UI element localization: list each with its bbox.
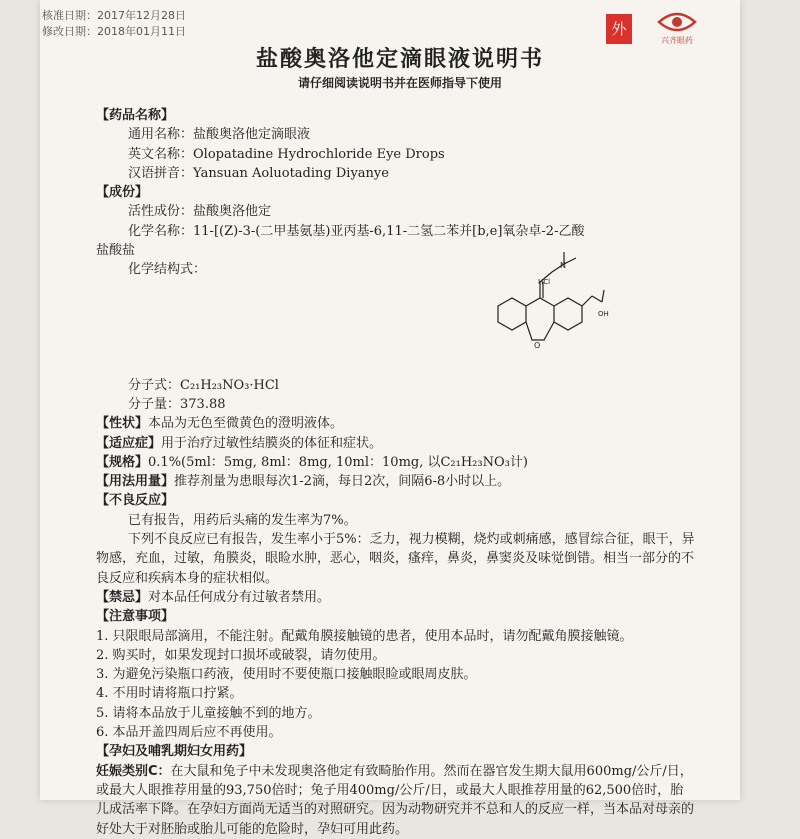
dosage-heading: 【用法用量】 — [96, 474, 175, 490]
active-label: 活性成份： — [128, 204, 194, 220]
properties-heading: 【性状】 — [96, 416, 149, 432]
contraindications-text: 对本品任何成分有过敏者禁用。 — [148, 589, 331, 605]
chem-value-continued: 盐酸盐 — [96, 243, 136, 259]
adverse-paragraph-2: 下列不良反应已有报告，发生率小于5%：乏力，视力模糊，烧灼或刺痛感，感冒综合征，眼干，异物感，充血，过敏，角膜炎，眼睑水肿，恶心，咽炎，瘙痒，鼻炎，鼻窦炎及味觉倒错。相当一部分的不良反应和疾病本身的症状相似。 — [96, 532, 695, 586]
english-name-row — [96, 145, 696, 164]
pinyin-value: Yansuan Aoluotading Diyanye — [193, 165, 389, 181]
pregnancy-paragraph — [96, 762, 696, 839]
revision-date: 修改日期：2018年01月11日 — [42, 25, 186, 38]
drug-name-heading: 【药品名称】 — [96, 108, 175, 123]
adverse-heading: 【不良反应】 — [96, 493, 175, 509]
chem-value-1: 11-[(Z)-3-(二甲基氨基)亚丙基-6,11-二氢二苯并[b,e]氧杂卓-2-乙酸 — [193, 223, 585, 239]
dosage-row — [96, 472, 696, 491]
active-ingredient-row — [96, 202, 696, 221]
eye-logo-icon — [657, 10, 697, 34]
precaution-item: 3. 为避免污染瓶口药液，使用时不要使瓶口接触眼睑或眼周皮肤。 — [96, 667, 477, 683]
properties-row — [96, 414, 696, 433]
english-name-label: 英文名称： — [128, 146, 194, 162]
precaution-item: 1. 只限眼局部滴用，不能注射。配戴角膜接触镜的患者，使用本品时，请勿配戴角膜接触镜。 — [96, 628, 633, 644]
generic-name-row — [96, 125, 696, 144]
precautions-heading: 【注意事项】 — [96, 609, 175, 625]
precaution-item: 2. 购买时，如果发现封口损坏或破裂，请勿使用。 — [96, 647, 386, 663]
pregnancy-category: 妊娠类别C： — [96, 763, 171, 779]
svg-text:N: N — [560, 261, 566, 270]
english-name-value: Olopatadine Hydrochloride Eye Drops — [193, 146, 445, 162]
active-value: 盐酸奥洛他定 — [193, 204, 272, 220]
contraindications-heading: 【禁忌】 — [96, 589, 149, 605]
weight-value: 373.88 — [180, 396, 226, 412]
generic-name-value: 盐酸奥洛他定滴眼液 — [193, 127, 311, 143]
structure-label: 化学结构式： — [128, 262, 207, 278]
generic-name-label: 通用名称： — [128, 127, 194, 143]
date-block — [42, 8, 186, 40]
chemical-name-row — [96, 222, 696, 241]
chemical-structure-icon — [480, 248, 620, 368]
formula-value: C₂₁H₂₃NO₃·HCl — [180, 377, 279, 393]
svg-text:O: O — [534, 341, 541, 350]
structure-oh-label: OH — [598, 310, 609, 318]
weight-label: 分子量： — [128, 396, 181, 412]
brand-name: 兴齐眼药 — [661, 36, 693, 45]
leaflet-content — [96, 106, 696, 839]
properties-text: 本品为无色至微黄色的澄明液体。 — [148, 416, 344, 432]
pregnancy-text: 在大鼠和兔子中未发现奥洛他定有致畸胎作用。然而在器官发生期大鼠用600mg/公斤/日，或最大人眼推荐用量的93,750倍时；兔子用400mg/公斤/日，或最大人眼推荐用量的62,500倍时，胎儿成活率下降。在孕妇方面尚无适当的对照研究。因为动物研究并不总和人的反应一样，当本品对母亲的好处大于对胚胎或胎儿可能的危险时，孕妇可用此药。 — [96, 763, 695, 837]
precaution-item: 6. 本品开盖四周后应不再使用。 — [96, 725, 282, 741]
pregnancy-heading: 【孕妇及哺乳期妇女用药】 — [96, 744, 253, 760]
approval-date: 核准日期：2017年12月28日 — [42, 9, 186, 22]
chem-label: 化学名称： — [128, 223, 194, 239]
dosage-text: 推荐剂量为患眼每次1-2滴，每日2次，间隔6-8小时以上。 — [174, 474, 511, 490]
indications-row — [96, 434, 696, 453]
specification-heading: 【规格】 — [96, 454, 149, 470]
contraindications-row — [96, 588, 696, 607]
page-title: 盐酸奥洛他定滴眼液说明书 — [255, 47, 544, 72]
otc-badge: 外 — [606, 14, 632, 44]
page-subtitle: 请仔细阅读说明书并在医师指导下使用 — [297, 76, 502, 90]
adverse-paragraph-1: 已有报告，用药后头痛的发生率为7%。 — [128, 512, 357, 528]
indications-heading: 【适应症】 — [96, 435, 162, 451]
indications-text: 用于治疗过敏性结膜炎的体征和症状。 — [161, 435, 383, 451]
precaution-item: 5. 请将本品放于儿童接触不到的地方。 — [96, 705, 321, 721]
composition-heading: 【成份】 — [96, 185, 149, 201]
pinyin-label: 汉语拼音： — [128, 165, 194, 181]
precaution-item: 4. 不用时请将瓶口拧紧。 — [96, 686, 243, 702]
formula-row — [96, 376, 696, 395]
structure-hcl-label: HCl — [538, 278, 551, 286]
formula-label: 分子式： — [128, 377, 181, 393]
specification-text: 0.1%(5ml：5mg, 8ml：8mg, 10ml：10mg, 以C₂₁H₂₃NO₃计) — [148, 454, 528, 470]
weight-row — [96, 395, 696, 414]
pinyin-row — [96, 164, 696, 183]
chemical-structure — [480, 248, 620, 368]
specification-row — [96, 453, 696, 472]
